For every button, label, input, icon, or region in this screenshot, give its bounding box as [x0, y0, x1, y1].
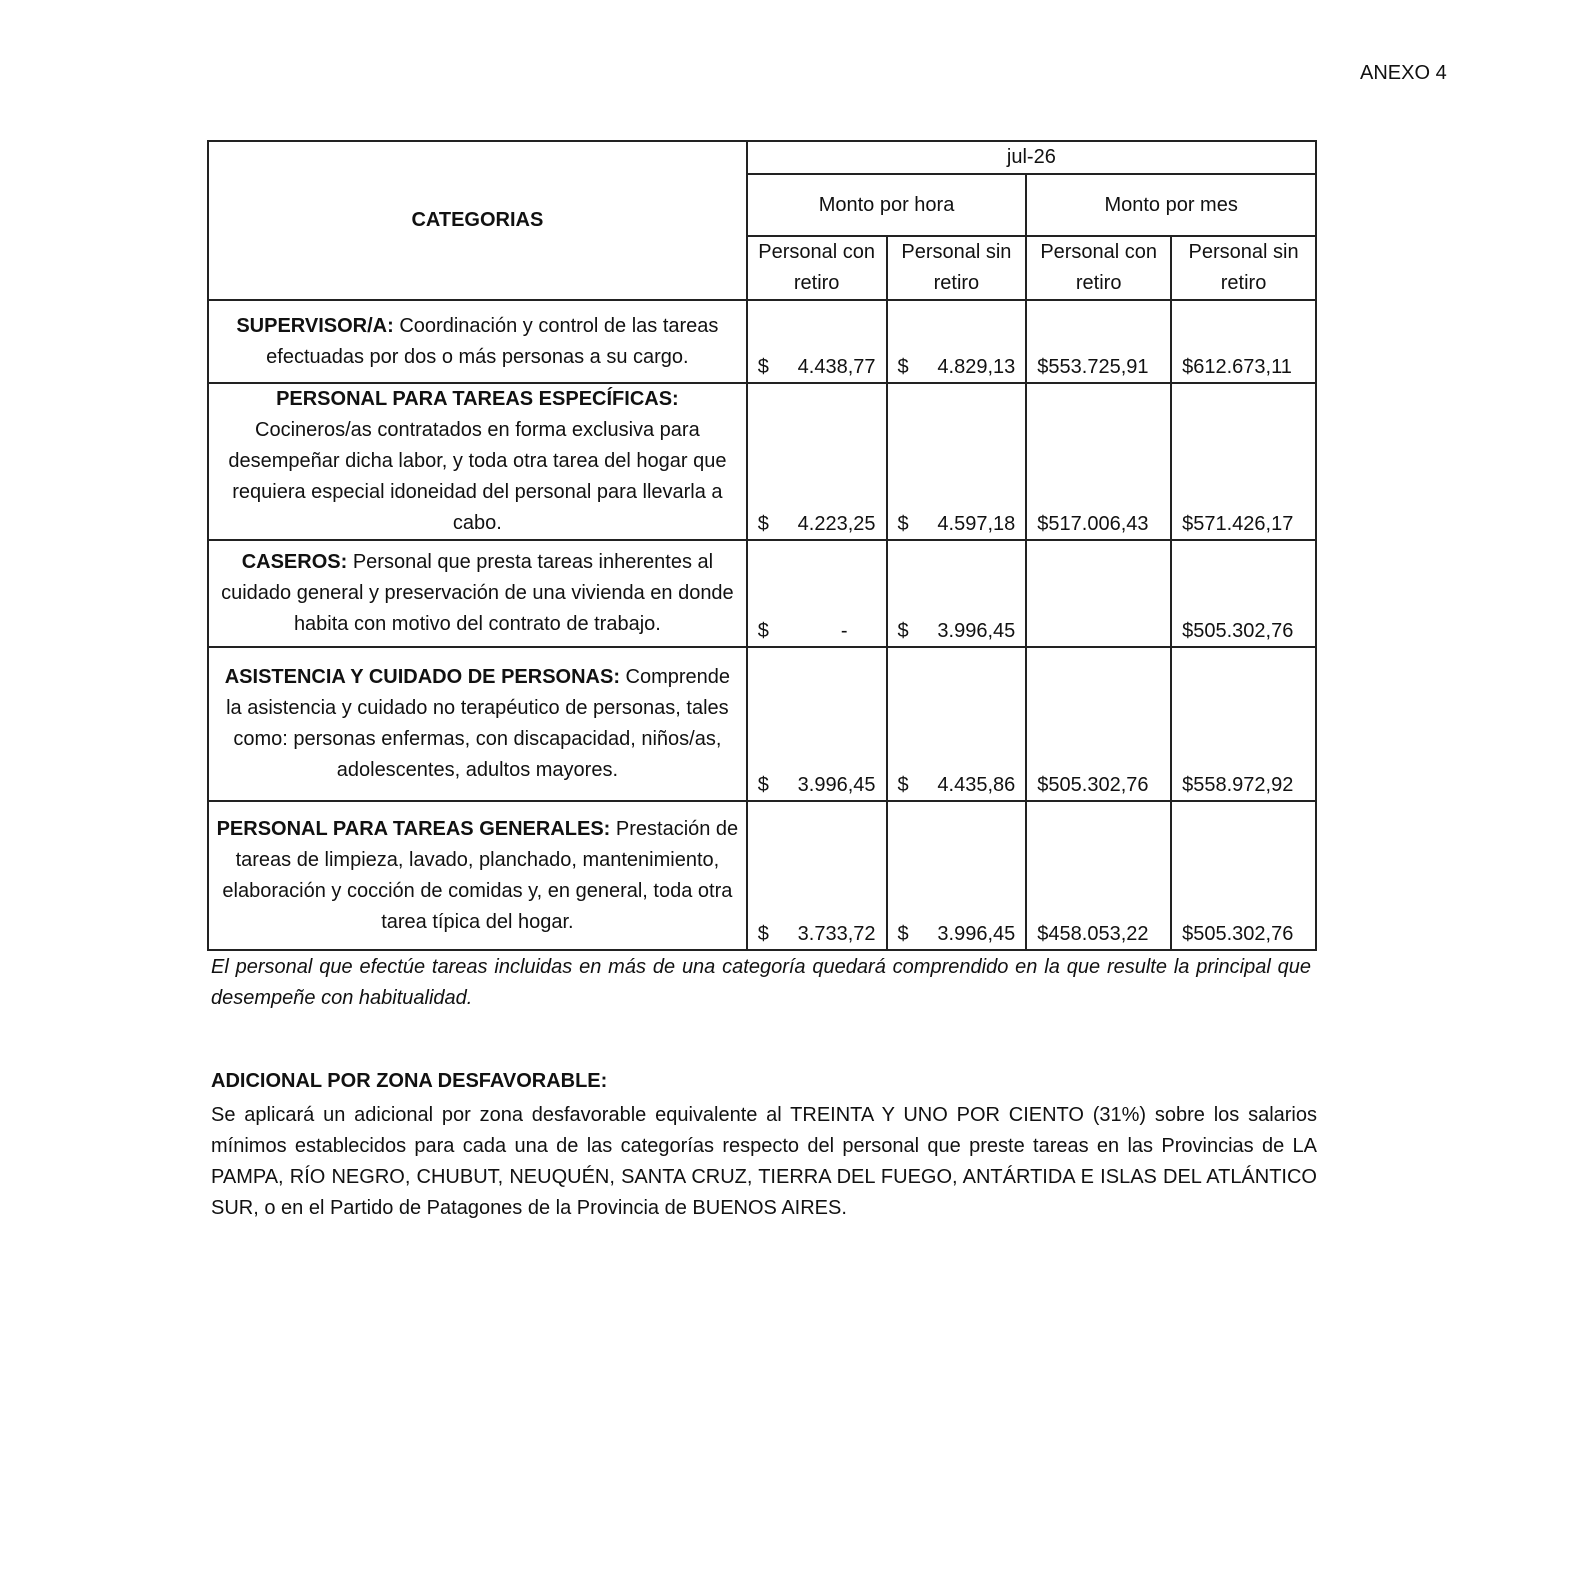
- header-mes-con-retiro: Personal con retiro: [1026, 236, 1171, 300]
- table-row: [208, 540, 1316, 647]
- table-row: [208, 647, 1316, 801]
- hora-con-retiro-cell: $ 3.996,45: [747, 647, 887, 801]
- category-note: El personal que efectúe tareas incluidas en más de una categoría quedará comprendido en la que resulte la principal que desempeñe con habitualidad.: [211, 956, 1311, 1009]
- hora-sin-retiro-cell: $ 4.829,13: [887, 300, 1027, 383]
- hora-con-retiro-cell: $ -: [747, 540, 887, 647]
- adicional-body: Se aplicará un adicional por zona desfavorable equivalente al TREINTA Y UNO POR CIENTO (31%) sobre los salarios mínimos establecidos para cada una de las categorías respecto del personal que preste tareas en las Provincias de LA PAMPA, RÍO NEGRO, CHUBUT, NEUQUÉN, SANTA CRUZ, TIERRA DEL FUEGO, ANTÁRTIDA E ISLAS DEL ATLÁNTICO SUR, o en el Partido de Patagones de la Provincia de BUENOS AIRES.: [211, 1104, 1317, 1219]
- header-hora-sin-retiro: Personal sin retiro: [887, 236, 1027, 300]
- hora-sin-retiro-cell: $ 3.996,45: [887, 540, 1027, 647]
- mes-con-retiro-cell: $505.302,76: [1026, 647, 1171, 801]
- header-mes-sin-retiro: Personal sin retiro: [1171, 236, 1316, 300]
- table-row: [208, 801, 1316, 950]
- header-categorias: CATEGORIAS: [208, 141, 747, 300]
- hora-sin-retiro-cell: $ 3.996,45: [887, 801, 1027, 950]
- category-cell: PERSONAL PARA TAREAS ESPECÍFICAS: Cocineros/as contratados en forma exclusiva para desempeñar dicha labor, y toda otra tarea del hogar que requiera especial idoneidad del personal para llevarla a cabo.: [208, 383, 747, 540]
- category-cell: PERSONAL PARA TAREAS GENERALES: Prestación de tareas de limpieza, lavado, planchado, mantenimiento, elaboración y cocción de comidas y, en general, toda otra tarea típica del hogar.: [208, 801, 747, 950]
- mes-con-retiro-cell: $553.725,91: [1026, 300, 1171, 383]
- header-hora-con-retiro: Personal con retiro: [747, 236, 887, 300]
- adicional-title: ADICIONAL POR ZONA DESFAVORABLE:: [211, 1070, 608, 1092]
- table-row: [208, 300, 1316, 383]
- mes-con-retiro-cell: $458.053,22: [1026, 801, 1171, 950]
- header-monto-mes: Monto por mes: [1026, 174, 1316, 236]
- hora-sin-retiro-cell: $ 4.435,86: [887, 647, 1027, 801]
- hora-sin-retiro-cell: $ 4.597,18: [887, 383, 1027, 540]
- mes-sin-retiro-cell: $571.426,17: [1171, 383, 1316, 540]
- salary-table: [207, 140, 1317, 951]
- category-cell: ASISTENCIA Y CUIDADO DE PERSONAS: Comprende la asistencia y cuidado no terapéutico de personas, tales como: personas enfermas, con discapacidad, niños/as, adolescentes, adultos mayores.: [208, 647, 747, 801]
- mes-sin-retiro-cell: $558.972,92: [1171, 647, 1316, 801]
- mes-sin-retiro-cell: $505.302,76: [1171, 540, 1316, 647]
- hora-con-retiro-cell: $ 3.733,72: [747, 801, 887, 950]
- category-cell: SUPERVISOR/A: Coordinación y control de las tareas efectuadas por dos o más personas a su cargo.: [208, 300, 747, 383]
- mes-con-retiro-cell: [1026, 540, 1171, 647]
- mes-sin-retiro-cell: $612.673,11: [1171, 300, 1316, 383]
- hora-con-retiro-cell: $ 4.223,25: [747, 383, 887, 540]
- table-row: [208, 383, 1316, 540]
- mes-sin-retiro-cell: $505.302,76: [1171, 801, 1316, 950]
- mes-con-retiro-cell: $517.006,43: [1026, 383, 1171, 540]
- header-period: jul-26: [747, 141, 1316, 174]
- category-cell: CASEROS: Personal que presta tareas inherentes al cuidado general y preservación de una vivienda en donde habita con motivo del contrato de trabajo.: [208, 540, 747, 647]
- annex-label: ANEXO 4: [1360, 62, 1447, 84]
- header-monto-hora: Monto por hora: [747, 174, 1027, 236]
- hora-con-retiro-cell: $ 4.438,77: [747, 300, 887, 383]
